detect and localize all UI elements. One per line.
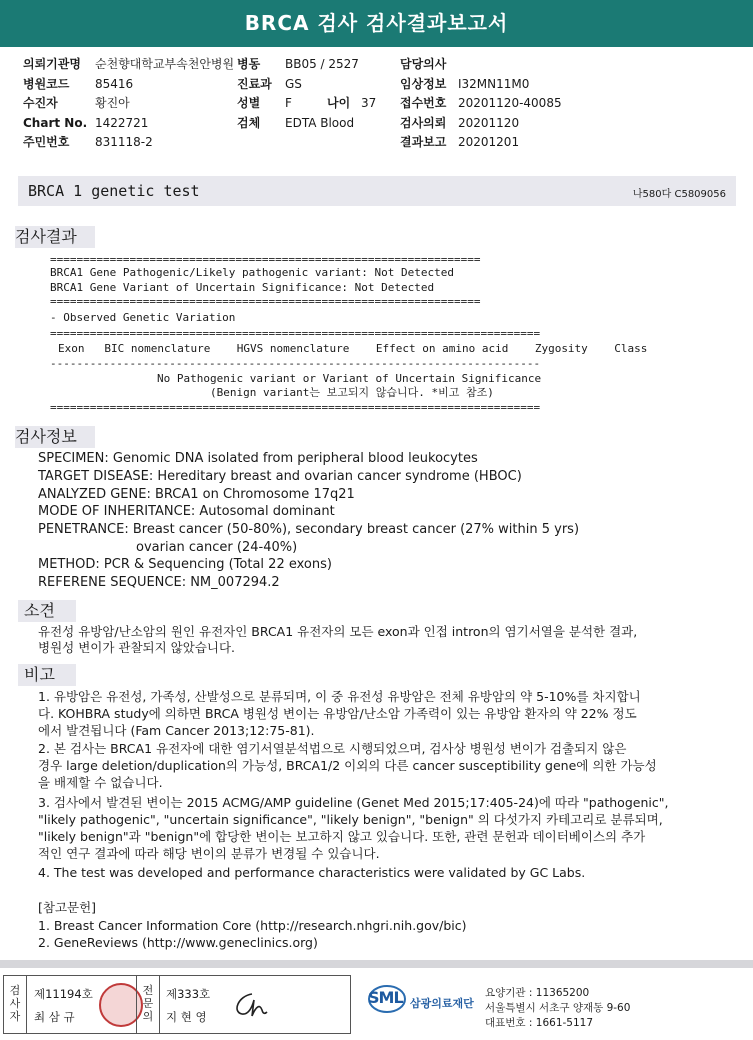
reception-label: 접수번호 <box>400 96 447 110</box>
age-value: 37 <box>361 96 377 110</box>
hospital-code-label: 병원코드 <box>23 77 70 91</box>
sex-value: F <box>285 96 292 110</box>
opinion-line: 병원성 변이가 관찰되지 않았습니다. <box>38 640 236 655</box>
remark-line: 경우 large deletion/duplication의 가능성, BRCA1/2 이외의 다른 cancer susceptibility gene에 의한 가능성 <box>38 758 657 773</box>
info-inheritance: MODE OF INHERITANCE: Autosomal dominant <box>38 504 335 519</box>
results-rule: ========================================================================== <box>50 327 541 340</box>
specimen-label: 검체 <box>237 116 261 130</box>
report-label: 결과보고 <box>400 135 447 149</box>
ward-label: 병동 <box>237 57 261 71</box>
info-gene: ANALYZED GENE: BRCA1 on Chromosome 17q21 <box>38 487 355 502</box>
info-penetrance-ovarian: ovarian cancer (24-40%) <box>136 540 298 555</box>
reference-item: 1. Breast Cancer Information Core (http://research.nhgri.nih.gov/bic) <box>38 918 467 933</box>
specialist-name: 지 현 영 <box>166 1010 207 1024</box>
specimen-value: EDTA Blood <box>285 116 355 130</box>
clinical-label: 임상정보 <box>400 77 447 91</box>
info-method: METHOD: PCR & Sequencing (Total 22 exons) <box>38 557 332 572</box>
results-none: No Pathogenic variant or Variant of Uncertain Significance <box>157 372 542 385</box>
remark-line: 적인 연구 결과에 따라 해당 변이의 분류가 변경될 수 있습니다. <box>38 846 380 861</box>
section-info: 검사정보 <box>15 426 95 448</box>
signature-mark <box>228 990 268 1020</box>
lab-logo-text: SML <box>368 988 403 1007</box>
test-bar <box>18 176 736 206</box>
institution-label: 의뢰기관명 <box>23 57 81 71</box>
remark-line: 을 배제할 수 없습니다. <box>38 775 163 790</box>
test-code: 나580다 C5809056 <box>632 189 726 200</box>
section-remarks: 비고 <box>18 664 76 686</box>
remark-line: 3. 검사에서 발견된 변이는 2015 ACMG/AMP guideline (Genet Med 2015;17:405-24)에 따라 "pathogenic", <box>38 795 669 810</box>
results-benign-note: (Benign variant는 보고되지 않습니다. *비고 참조) <box>210 386 494 399</box>
lab-address: 서울특별시 서초구 양재동 9-60 <box>485 1002 631 1014</box>
reception-value: 20201120-40085 <box>458 96 562 110</box>
remark-line: 에서 발견됩니다 (Fam Cancer 2013;12:75-81). <box>38 723 315 738</box>
specialist-label <box>136 976 160 1033</box>
report-value: 20201201 <box>458 135 520 149</box>
lab-phone: 대표번호 : 1661-5117 <box>485 1017 594 1029</box>
inspector-label-text: 검사자 <box>9 984 21 1023</box>
request-value: 20201120 <box>458 116 520 130</box>
request-label: 검사의뢰 <box>400 116 447 130</box>
remark-line: 2. 본 검사는 BRCA1 유전자에 대한 염기서열분석법으로 시행되었으며, 검사상 병원성 변이가 검출되지 않은 <box>38 741 627 756</box>
results-pathogenic: BRCA1 Gene Pathogenic/Likely pathogenic variant: Not Detected <box>50 266 454 279</box>
results-observed: - Observed Genetic Variation <box>50 311 236 324</box>
dept-value: GS <box>285 77 302 91</box>
section-results: 검사결과 <box>15 226 95 248</box>
specialist-label-text: 전문의 <box>142 984 154 1023</box>
info-specimen: SPECIMEN: Genomic DNA isolated from peripheral blood leukocytes <box>38 451 478 466</box>
info-penetrance: PENETRANCE: Breast cancer (50-80%), secondary breast cancer (27% within 5 yrs) <box>38 522 580 537</box>
patient-label: 수진자 <box>23 96 58 110</box>
ward-value: BB05 / 2527 <box>285 57 359 71</box>
remark-line: "likely benign"과 "benign"에 합당한 변이는 보고하지 않고 있습니다. 또한, 관련 문헌과 데이터베이스의 추가 <box>38 829 646 844</box>
doctor-label: 담당의사 <box>400 57 447 71</box>
results-rule: ========================================================================== <box>50 401 541 414</box>
info-target: TARGET DISEASE: Hereditary breast and ovarian cancer syndrome (HBOC) <box>38 469 522 484</box>
resident-value: 831118-2 <box>95 135 153 149</box>
results-rule: ================================================================= <box>50 253 481 266</box>
results-rule: -------------------------------------------------------------------------- <box>50 357 541 370</box>
opinion-line: 유전성 유방암/난소암의 원인 유전자인 BRCA1 유전자의 모든 exon과 인접 intron의 염기서열을 분석한 결과, <box>38 624 638 639</box>
report-title: BRCA 검사 검사결과보고서 <box>0 0 753 47</box>
results-rule: ================================================================= <box>50 295 481 308</box>
test-name: BRCA 1 genetic test <box>28 182 200 200</box>
inspector-name: 최 삼 규 <box>34 1010 75 1024</box>
specialist-number: 제333호 <box>166 987 211 1001</box>
references-title: [참고문헌] <box>38 900 97 915</box>
chart-label: Chart No. <box>23 116 88 130</box>
results-columns: Exon BIC nomenclature HGVS nomenclature Effect on amino acid Zygosity Class <box>58 342 648 355</box>
lab-name: 삼광의료재단 <box>410 997 474 1010</box>
remark-line: "likely pathogenic", "uncertain significance", "likely benign", "benign" 의 다섯가지 카테고리로 분류되며, <box>38 812 663 827</box>
inspector-number: 제11194호 <box>34 987 93 1001</box>
footer-divider <box>0 960 753 968</box>
reference-item: 2. GeneReviews (http://www.geneclinics.org) <box>38 935 318 950</box>
remark-line: 4. The test was developed and performance characteristics were validated by GC Labs. <box>38 865 586 880</box>
org-code: 요양기관 : 11365200 <box>485 987 590 999</box>
section-opinion: 소견 <box>18 600 76 622</box>
age-label: 나이 <box>327 96 351 110</box>
remark-line: 1. 유방암은 유전성, 가족성, 산발성으로 분류되며, 이 중 유전성 유방암은 전체 유방암의 약 5-10%를 차지합니 <box>38 689 641 704</box>
resident-label: 주민번호 <box>23 135 70 149</box>
info-reference: REFERENE SEQUENCE: NM_007294.2 <box>38 575 280 590</box>
hospital-code-value: 85416 <box>95 77 134 91</box>
results-vus: BRCA1 Gene Variant of Uncertain Significance: Not Detected <box>50 281 435 294</box>
sex-label: 성별 <box>237 96 261 110</box>
patient-value: 황진아 <box>95 96 130 110</box>
inspector-label <box>4 976 27 1033</box>
dept-label: 진료과 <box>237 77 272 91</box>
chart-value: 1422721 <box>95 116 149 130</box>
signature-box <box>3 975 351 1034</box>
remark-line: 다. KOHBRA study에 의하면 BRCA 병원성 변이는 유방암/난소암 가족력이 있는 유방암 환자의 약 22% 정도 <box>38 706 637 721</box>
clinical-value: I32MN11M0 <box>458 77 530 91</box>
institution-value: 순천향대학교부속천안병원 <box>95 57 235 71</box>
